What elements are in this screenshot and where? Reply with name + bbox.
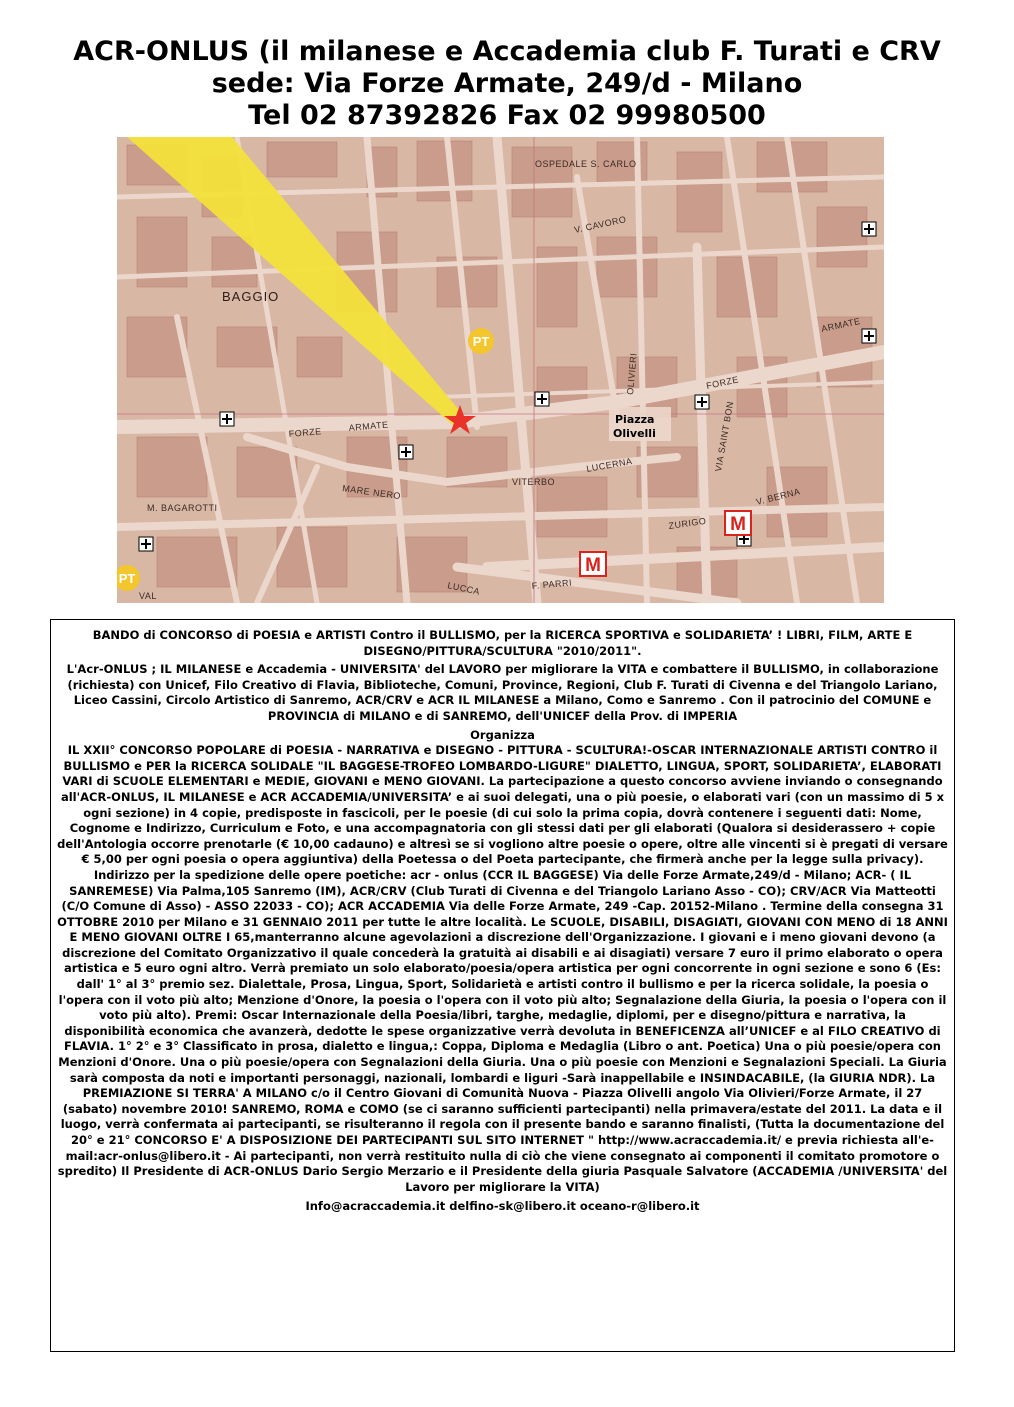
bando-body: IL XXII° CONCORSO POPOLARE di POESIA - NARRATIVA e DISEGNO - PITTURA - SCULTURA!-OSCAR INTERNAZIONALE ARTISTI CONTRO il BULLISMO e PER la RICERCA SOLIDALE "IL BAGGESE-TROFEO LOMBARDO-LIGURE" DIALETTO, LINGUA, SPORT, SOLIDARIETA’, ELABORATI VARI di SCUOLE ELEMENTARI e MEDIE, GIOVANI e MENO GIOVANI. La partecipazione a questo concorso avviene inviando o consegnando all'ACR-ONLUS, IL MILANESE e ACR ACCADEMIA/UNIVERSITA’ e ai suoi delegati, una o più poesie, o elaborati vari (con un massimo di 5 x ogni sezione) in 4 copie, predisposte in fascicoli, per le poesie (di cui solo la prima copia, dovrà contenere i seguenti dati: Nome, Cognome e Indirizzo, Curriculum e Foto, e una accompagnatoria con gli stessi dati per gli elaborati (Qualora si desiderassero + copie dell'Antologia occorre prenotarle (€ 10,00 cadauno) e altresì se si vogliono altre poesie o opere, oltre alle vincenti si è pregati di versare € 5,00 per ogni poesia o opera aggiuntiva) della Poetessa o del Poeta partecipante, che firmerà anche per la legge sulla privacy). Indirizzo per la spedizione delle opere poetiche: acr - onlus (CCR IL BAGGESE) Via delle Forze Armate,249/d - Milano; ACR- ( IL SANREMESE) Via Palma,105 Sanremo (IM), ACR/CRV (Club Turati di Civenna e del Triangolo Lariano Asso - CO); CRV/ACR Via Matteotti (C/O Comune di Asso) - ASSO 22033 - CO); ACR ACCADEMIA Via delle Forze Armate, 249 -Cap. 20152-Milano . Termine della consegna 31 OTTOBRE 2010 per Milano e 31 GENNAIO 2011 per tutte le altre località. Le SCUOLE, DISABILI, DISAGIATI, GIOVANI CON MENO di 18 ANNI E MENO GIOVANI OLTRE I 65,manterranno alcune agevolazioni a discrezione dell'Organizzazione. I giovani e i meno giovani devono (a discrezione del Comitato Organizzativo il quale concederà la gratuità ai disabili e ai disagiati) versare 7 euro il primo elaborato o opera artistica e 5 euro ogni altro. Verrà premiato un solo elaborato/poesia/opera artistica per ogni concorrente in ogni sezione e sono 6 (Es: dall' 1° al 3° premio sez. Dialettale, Prosa, Lingua, Sport, Solidarietà e artisti contro il bullismo e per la ricerca solidale, la poesia o l'opera con il voto più alto; Menzione d'Onore, la poesia o l'opera con il voto più alto; Segnalazione della Giuria, la poesia o l'opera con il voto più alto). Premi: Oscar Internazionale della Poesia/libri, targhe, medaglie, diplomi, per e disegno/pittura e narrativa, la disponibilità economica che avanzerà, dedotte le spese organizzative verrà devoluta in BENEFICENZA all’UNICEF e al FILO CREATIVO di FLAVIA. 1° 2° e 3° Classificato in prosa, dialetto e lingua,: Coppa, Diploma e Medaglia (Libro o ant. Poetica) Una o più poesie/opera con Menzioni d'Onore. Una o più poesie/opera con Segnalazioni della Giuria. Una o più poesie con Menzioni e Segnalazioni Speciali. La Giuria sarà composta da noti e importanti personaggi, nazionali, lombardi e liguri -Sarà inappellabile e INSINDACABILE, (la GIURIA NDR). La PREMIAZIONE SI TERRA' A MILANO c/o il Centro Giovani di Comunità Nuova - Piazza Olivelli angolo Via Olivieri/Forze Armate, il 27 (sabato) novembre 2010! SANREMO, ROMA e COMO (se ci saranno sufficienti partecipanti) nella primavera/estate del 2011. La data e il luogo, verrà confermata ai partecipanti, se risulteranno il regola con il presente bando e saranno finalisti, (Tutta la documentazione del 20° e 21° CONCORSO E' A DISPOSIZIONE DEI PARTECIPANTI SUL SITO INTERNET " http://www.acraccademia.it/ e previa richiesta all'e-mail:acr-onlus@libero.it - Ai partecipanti, non verrà restituito nulla di ciò che viene consegnato ai componenti il comitato promotore o spredito) Il Presidente di ACR-ONLUS Dario Sergio Merzario e il Presidente della giuria Pasquale Salvatore (ACCADEMIA /UNIVERSITA' del Lavoro per migliorare la VITA): [57, 743, 948, 1194]
street-label: F. PARRI: [531, 577, 573, 591]
header-address: sede: Via Forze Armate, 249/d - Milano: [211, 68, 803, 99]
bando-title: BANDO di CONCORSO di POESIA e ARTISTI Contro il BULLISMO, per la RICERCA SPORTIVA e SOLIDARIETA’ ! LIBRI, FILM, ARTE E DISEGNO/PITTURA/SCULTURA "2010/2011".: [92, 628, 913, 658]
header-title: ACR-ONLUS (il milanese e Accademia club F. Turati e CRV: [73, 36, 941, 67]
header-phone-fax: Tel 02 87392826 Fax 02 99980500: [248, 100, 766, 131]
street-label: V. CAVORO: [573, 214, 628, 235]
street-label: VIA SAINT BON: [713, 400, 736, 473]
piazza-label: Piazza Olivelli: [613, 413, 656, 440]
street-label: MARE NERO: [341, 483, 402, 502]
bando-emails: Info@acraccademia.it delfino-sk@libero.it oceano-r@libero.it: [305, 1199, 700, 1214]
street-label: ARMATE: [820, 315, 862, 334]
church-icon: [139, 537, 153, 551]
bando-box: [50, 619, 955, 1352]
location-map: [117, 137, 884, 603]
street-label: M. BAGAROTTI: [147, 503, 218, 513]
street-label: LUCCA: [446, 580, 481, 597]
street-label: VITERBO: [512, 477, 556, 487]
street-label: OSPEDALE S. CARLO: [535, 159, 637, 169]
street-label: OLIVIERI: [625, 352, 639, 396]
church-icon: [399, 445, 413, 459]
street-label: FORZE: [288, 426, 323, 439]
district-label-baggio: BAGGIO: [222, 289, 280, 304]
church-icon: [862, 222, 876, 236]
header: [0, 36, 1014, 132]
street-label: VAL: [139, 591, 157, 601]
church-icon: [695, 395, 709, 409]
metro-label: M: [730, 514, 746, 535]
street-label: ARMATE: [348, 419, 389, 433]
street-label: FORZE: [705, 374, 740, 391]
post-office-label: PT: [118, 571, 136, 586]
street-label: V. BERNA: [755, 486, 802, 507]
church-icon: [220, 412, 234, 426]
street-label: ZURIGO: [667, 515, 707, 531]
church-icon: [862, 329, 876, 343]
bando-intro: L'Acr-ONLUS ; IL MILANESE e Accademia - UNIVERSITA' del LAVORO per migliorare la VITA e combattere il BULLISMO, in collaborazione (richiesta) con Unicef, Filo Creativo di Flavia, Biblioteche, Comuni, Province, Regioni, Club F. Turati di Civenna e del Triangolo Lariano, Liceo Cassini, Circolo Artistico di Sanremo, ACR/CRV e ACR IL MILANESE a Milano, Como e Sanremo . Con il patrocinio del COMUNE e PROVINCIA di MILANO e di SANREMO, dell'UNICEF della Prov. di IMPERIA: [66, 662, 939, 723]
post-office-label: PT: [472, 334, 490, 349]
bando-organizza: Organizza: [470, 727, 535, 742]
street-label: LUCERNA: [585, 456, 634, 474]
map-svg: [117, 137, 884, 603]
church-icon: [535, 392, 549, 406]
metro-label: M: [585, 555, 601, 576]
